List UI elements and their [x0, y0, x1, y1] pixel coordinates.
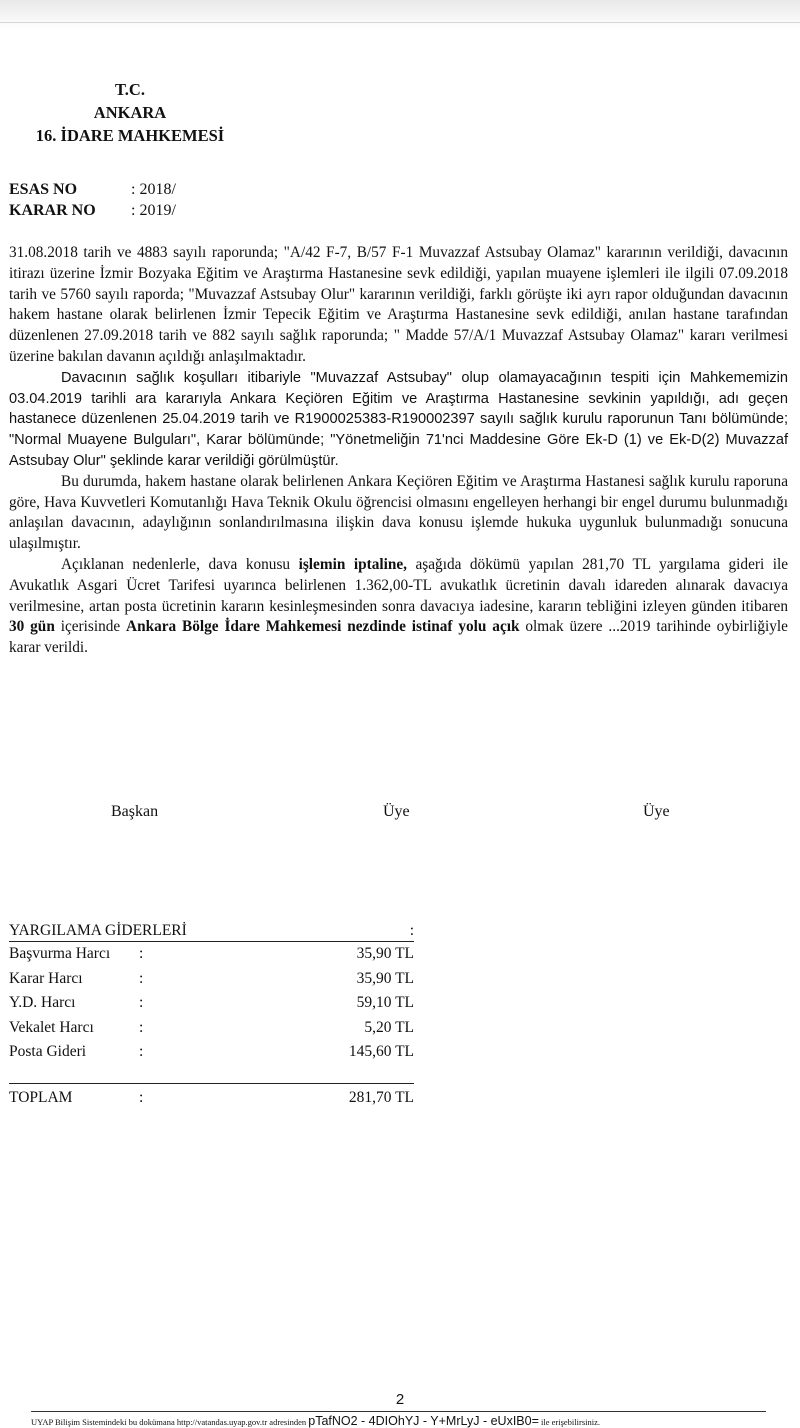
paragraph-1: 31.08.2018 tarih ve 4883 sayılı raporunda; "A/42 F-7, B/57 F-1 Muvazzaf Astsubay Olamaz" kararının verildiği, davacının itirazı üzerine İzmir Bozyaka Eğitim ve Araştırma Hastanesine sevk edildiği, yapılan muayene işlemleri ile ilgili 07.09.2018 tarih ve 5760 sayılı raporda; "Muvazzaf Astsubay Olur" kararının verildiği, farklı görüşte iki ayrı rapor olduğundan davacının hakem hastane olarak belirlenen İzmir Tepecik Eğitim ve Araştırma Hastanesine sevk edildiği, anılan hastane tarafından düzenlenen 27.09.2018 tarih ve 882 sayılı sağlık raporunda; " Madde 57/A/1 Muvazzaf Astsubay Olamaz" kararı verilmesi üzerine bakılan davanın açıldığı anlaşılmaktadır.	[9, 244, 788, 365]
expense-label: Vekalet Harcı	[9, 1018, 94, 1036]
total-divider	[9, 1083, 414, 1084]
total-label: TOPLAM	[9, 1088, 73, 1106]
expenses-title: YARGILAMA GİDERLERİ	[9, 922, 187, 939]
header-city: ANKARA	[93, 103, 167, 122]
footer-access-code: pTafNO2 - 4DIOhYJ - Y+MrLyJ - eUxIB0=	[308, 1414, 539, 1428]
signature-block	[0, 803, 800, 827]
expense-colon: :	[139, 969, 144, 987]
karar-no-row	[9, 200, 176, 221]
esas-no-value: : 2018/	[131, 181, 176, 198]
expense-amount: 5,20 TL	[364, 1018, 414, 1036]
signature-member-2: Üye	[643, 803, 670, 820]
p4-text-g: olmak üzere ...2019 tarihinde oybirliğiyle karar verildi.	[9, 618, 788, 657]
p4-text-c: aşağıda dökümü yapılan 281,70 TL yargılama gideri ile Avukatlık Asgari Ücret Tarifesi uyarınca belirlenen 1.362,00-TL avukatlık ücretinin davalı idareden alınarak davacıya verilmesine, artan posta ücretinin kararın kesinleşmesinden sonra davacıya iadesine, kararın tebliğini izleyen günden itibaren	[9, 555, 789, 615]
expense-amount: 59,10 TL	[356, 994, 414, 1012]
expenses-title-row	[9, 921, 414, 942]
footer-text-line	[31, 1414, 766, 1428]
expense-colon: :	[139, 1043, 144, 1061]
expense-label: Posta Gideri	[9, 1043, 87, 1061]
p4-text-a: Açıklanan nedenlerle, dava konusu	[61, 555, 299, 573]
expense-row	[9, 967, 414, 992]
header-court-name: 16. İDARE MAHKEMESİ	[35, 126, 225, 145]
karar-no-label: KARAR NO	[9, 202, 96, 219]
esas-no-label: ESAS NO	[9, 181, 78, 198]
expense-row	[9, 991, 414, 1016]
viewer-top-band	[0, 0, 800, 30]
uyap-footer	[31, 1411, 766, 1428]
karar-no-value: : 2019/	[131, 202, 176, 219]
expense-amount: 35,90 TL	[356, 945, 414, 962]
page-number: 2	[395, 1391, 405, 1408]
p4-text-e: içerisinde	[54, 618, 127, 636]
total-amount: 281,70 TL	[348, 1088, 414, 1106]
expense-label: Başvurma Harcı	[9, 945, 111, 962]
expense-amount: 35,90 TL	[356, 969, 414, 987]
expense-row	[9, 1016, 414, 1041]
expense-colon: :	[139, 945, 144, 962]
expense-label: Karar Harcı	[9, 969, 83, 987]
expense-colon: :	[139, 994, 144, 1012]
expense-row	[9, 1040, 414, 1065]
p4-bold-iptal: işlemin iptaline,	[298, 555, 407, 573]
expenses-table	[9, 921, 414, 1109]
paragraph-2: Davacının sağlık koşulları itibariyle "Muvazzaf Astsubay" olup olamayacağının tespiti için Mahkememizin 03.04.2019 tarihli ara kararıyla Ankara Keçiören Eğitim ve Araştırma Hastanesine sevkinin yapıldığı, adı geçen hastanece düzenlenen 25.04.2019 tarih ve R1900025383-R190002397 sayılı sağlık kurulu raporunun Tanı bölümünde; "Normal Muayene Bulguları", Karar bölümünde; "Yönetmeliğin 71'nci Maddesine Göre Ek-D (1) ve Ek-D(2) Muvazzaf Astsubay Olur" şeklinde karar verildiği görülmüştür.	[9, 369, 788, 469]
expense-amount: 145,60 TL	[348, 1043, 414, 1061]
signature-member-1: Üye	[383, 803, 410, 820]
decision-body	[9, 243, 788, 659]
court-header	[0, 78, 260, 147]
esas-no-row	[9, 179, 176, 200]
paragraph-3: Bu durumda, hakem hastane olarak belirlenen Ankara Keçiören Eğitim ve Araştırma Hastanesi sağlık kurulu raporuna göre, Hava Kuvvetleri Komutanlığı Hava Teknik Okulu öğrencisi olmasını engelleyen herhangi bir engel durumu bulunmadığı anlaşılan davacının, adaylığının sonlandırılmasına ilişkin dava konusu işlemde hukuka uygunluk bulunmadığı sonucuna ulaşılmıştır.	[9, 472, 788, 553]
expense-row	[9, 942, 414, 967]
footer-prefix: UYAP Bilişim Sistemindeki bu dokümana http://vatandas.uyap.gov.tr adresinden	[31, 1417, 307, 1427]
case-numbers	[9, 179, 176, 221]
p4-bold-30-gun: 30 gün	[9, 618, 55, 636]
expenses-title-colon: :	[409, 922, 414, 939]
total-colon: :	[139, 1088, 144, 1106]
paragraph-4	[9, 555, 788, 659]
p4-bold-istinaf: Ankara Bölge İdare Mahkemesi nezdinde istinaf yolu açık	[126, 618, 520, 636]
footer-suffix: ile erişebilirsiniz.	[541, 1417, 601, 1427]
expense-colon: :	[139, 1018, 144, 1036]
header-country: T.C.	[115, 80, 145, 99]
expense-label: Y.D. Harcı	[9, 994, 76, 1012]
expense-total-row	[9, 1087, 414, 1109]
signature-president: Başkan	[111, 803, 159, 820]
